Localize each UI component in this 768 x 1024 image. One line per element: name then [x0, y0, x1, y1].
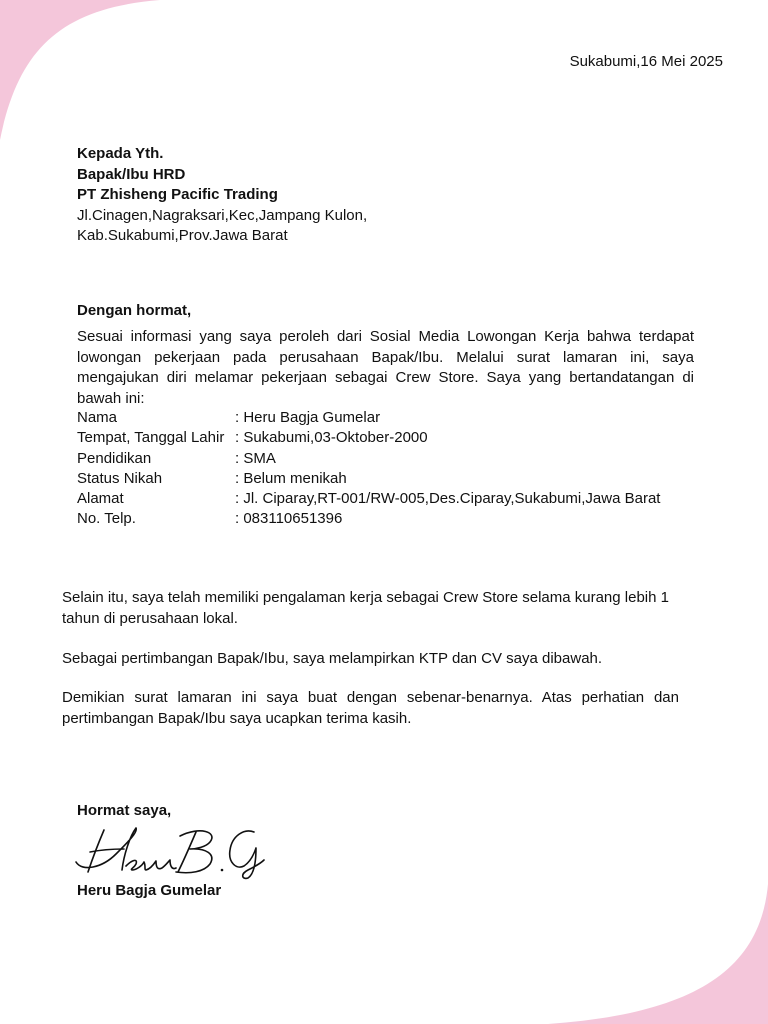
signer-name: Heru Bagja Gumelar [77, 882, 222, 899]
detail-label: Alamat [77, 490, 124, 508]
attachment-paragraph: Sebagai pertimbangan Bapak/Ibu, saya melampirkan KTP dan CV saya dibawah. [62, 650, 603, 667]
recipient-block [77, 144, 367, 247]
applicant-details [77, 408, 660, 530]
handwritten-signature [72, 822, 272, 880]
letter-date: Sukabumi,16 Mei 2025 [569, 53, 723, 70]
recipient-company: PT Zhisheng Pacific Trading [77, 186, 278, 203]
recipient-salutation: Kepada Yth. [77, 145, 164, 162]
intro-paragraph: Sesuai informasi yang saya peroleh dari Sosial Media Lowongan Kerja bahwa terdapat lowongan pekerjaan pada perusahaan Bapak/Ibu. Melalui surat lamaran ini, saya mengajukan diri melamar pekerjaan sebagai Crew Store. Saya yang bertandatangan di bawah ini: [77, 328, 694, 407]
detail-value: : Belum menikah [235, 469, 347, 487]
decorative-corner-bottom-right [528, 884, 768, 1024]
closing-paragraph: Demikian surat lamaran ini saya buat dengan sebenar-benarnya. Atas perhatian dan pertimbangan Bapak/Ibu saya ucapkan terima kasih. [62, 689, 679, 727]
recipient-title: Bapak/Ibu HRD [77, 165, 186, 183]
detail-value: : Sukabumi,03-Oktober-2000 [235, 429, 428, 447]
recipient-address-line1: Jl.Cinagen,Nagraksari,Kec,Jampang Kulon, [77, 206, 368, 224]
decorative-corner-top-left [0, 0, 200, 140]
detail-row-phone [77, 509, 660, 529]
detail-label: Status Nikah [77, 469, 163, 487]
detail-row-marital [77, 469, 660, 489]
experience-paragraph: Selain itu, saya telah memiliki pengalaman kerja sebagai Crew Store selama kurang lebih 1 tahun di perusahaan lokal. [62, 589, 669, 627]
detail-value: : Jl. Ciparay,RT-001/RW-005,Des.Ciparay,Sukabumi,Jawa Barat [235, 490, 661, 508]
detail-label: No. Telp. [77, 510, 136, 528]
detail-row-address [77, 489, 660, 509]
recipient-address-line2: Kab.Sukabumi,Prov.Jawa Barat [77, 227, 288, 244]
detail-label: Nama [77, 409, 118, 426]
closing-salutation: Hormat saya, [77, 802, 172, 819]
detail-row-name [77, 408, 660, 428]
detail-value: : 083110651396 [235, 510, 343, 528]
detail-row-birth [77, 428, 660, 448]
detail-label: Tempat, Tanggal Lahir [77, 429, 225, 447]
detail-value: : Heru Bagja Gumelar [235, 409, 381, 426]
detail-row-education [77, 449, 660, 469]
detail-value: : SMA [235, 449, 276, 467]
greeting: Dengan hormat, [77, 302, 192, 319]
detail-label: Pendidikan [77, 449, 152, 467]
